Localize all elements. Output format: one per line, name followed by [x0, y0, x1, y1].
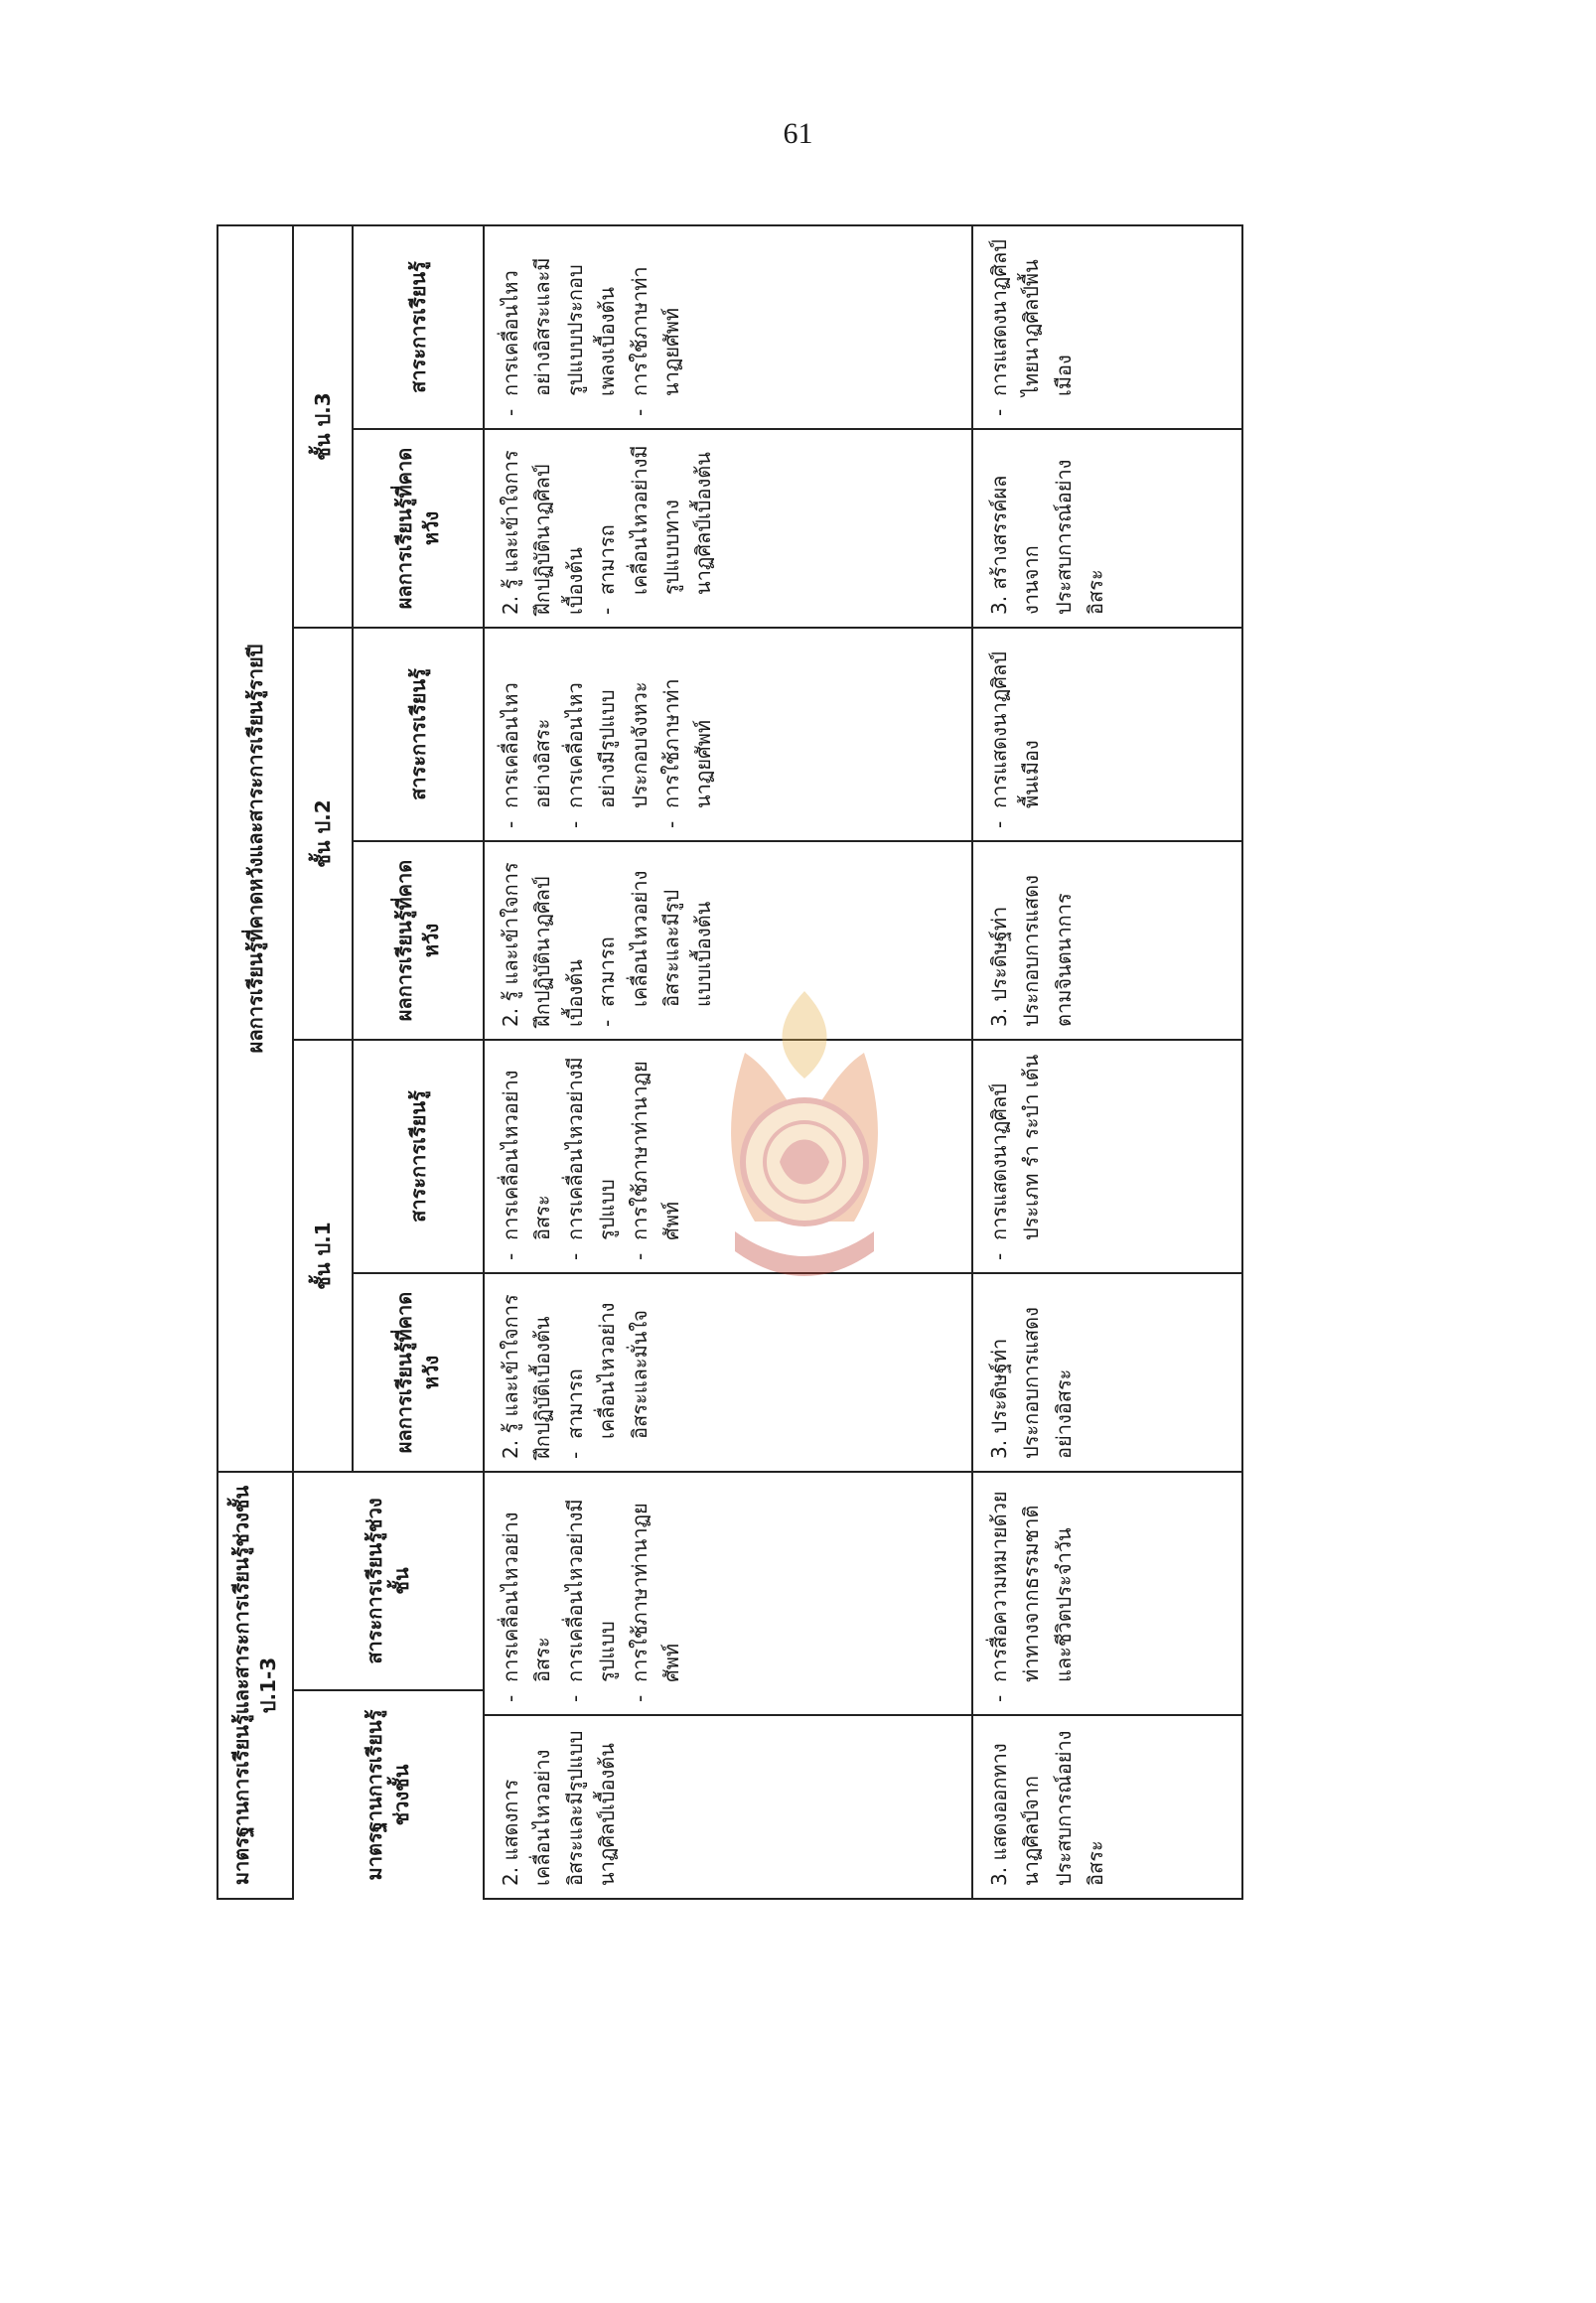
list-item: - สามารถเคลื่อนไหวอย่างมีรูปแบบทางนาฏศิลป์เบื้องต้น — [595, 445, 716, 615]
rotated-table-container — [217, 226, 1195, 1900]
standard-cell: 2. แสดงการเคลื่อนไหวอย่างอิสระและมีรูปแบบนาฏศิลป์เบื้องต้น — [484, 1715, 972, 1899]
list-item: - การแสดงนาฏศิลป์ประเภท รำ ระบำ เต้น — [987, 1054, 1044, 1260]
p1-content-cell — [484, 1040, 972, 1273]
rotated-table — [217, 226, 1195, 1900]
content-range-cell — [484, 1472, 972, 1715]
p3-outcome-cell — [972, 429, 1242, 628]
p2-content-cell — [972, 628, 1242, 841]
list-item: - การเคลื่อนไหวอย่างอิสระ — [499, 1511, 555, 1702]
list-item: - การใช้ภาษาท่านาฏยศัพท์ — [627, 1503, 683, 1702]
col-header-standard: มาตรฐานการเรียนรู้ช่วงชั้น — [294, 1690, 483, 1899]
list-item: - การใช้ภาษาท่านาฏยศัพท์ — [658, 678, 716, 828]
p2-outcome-cell — [484, 841, 972, 1040]
list-item: - การเคลื่อนไหวอย่างอิสระ — [499, 682, 555, 828]
list-item: - การเคลื่อนไหวอย่างมีรูปแบบ — [562, 1499, 620, 1702]
list-item: 2. รู้ และเข้าใจการฝึกปฏิบัตินาฏศิลป์เบื้องต้น — [499, 450, 587, 615]
p2-outcome-cell — [972, 841, 1242, 1040]
standard-cell: 3. แสดงออกทางนาฏศิลป์จากประสบการณ์อย่างอิสระ — [972, 1715, 1242, 1899]
list-item: - สามารถเคลื่อนไหวอย่างอิสระและมีรูปแบบเบื้องต้น — [595, 870, 716, 1027]
list-item: - สามารถเคลื่อนไหวอย่างอิสระและมั่นใจ — [562, 1302, 652, 1459]
content-range-cell — [972, 1472, 1242, 1715]
list-item: 3. ประดิษฐ์ท่าประกอบการแสดงอย่างอิสระ — [987, 1307, 1076, 1459]
list-item: - การใช้ภาษาท่านาฏยศัพท์ — [627, 266, 683, 416]
list-item: 3. สร้างสรรค์ผลงานจากประสบการณ์อย่างอิสระ — [987, 459, 1108, 615]
page-number: 61 — [783, 117, 813, 150]
col-header-content-range: สาระการเรียนรู้ช่วงชั้น — [363, 1498, 413, 1664]
grade-header-p2: ชั้น ป.2 — [293, 628, 353, 1040]
col-header-p3-content: สาระการเรียนรู้ — [353, 225, 484, 429]
col-header-p2-content: สาระการเรียนรู้ — [353, 628, 484, 841]
list-item: - การเคลื่อนไหวอย่างมีรูปแบบ — [562, 1057, 620, 1260]
band-header-standards: มาตรฐานการเรียนรู้และสาระการเรียนรู้ช่วงชั้น ป.1-3 — [218, 1472, 293, 1899]
p2-content-cell — [484, 628, 972, 841]
p1-outcome-cell — [972, 1273, 1242, 1472]
col-header-p2-outcome: ผลการเรียนรู้ที่คาดหวัง — [353, 841, 484, 1040]
list-item: - การเคลื่อนไหวอย่างมีรูปแบบประกอบจังหวะ — [562, 681, 652, 828]
p1-outcome-cell — [484, 1273, 972, 1472]
list-item: - การสื่อความหมายด้วยท่าทางจากธรรมชาติและชีวิตประจำวัน — [987, 1491, 1076, 1702]
list-item: - การเคลื่อนไหวอย่างอิสระและมีรูปแบบประกอบเพลงเบื้องต้น — [499, 257, 620, 416]
grade-header-spacer — [293, 1472, 484, 1899]
list-item: - การแสดงนาฏศิลป์พื้นเมือง — [987, 651, 1044, 828]
list-item: - การใช้ภาษาท่านาฏยศัพท์ — [627, 1061, 683, 1260]
list-item: 3. ประดิษฐ์ท่าประกอบการแสดงตามจินตนาการ — [987, 875, 1076, 1027]
grade-header-p3: ชั้น ป.3 — [293, 225, 353, 628]
col-header-p1-content: สาระการเรียนรู้ — [353, 1040, 484, 1273]
band-header-yearly: ผลการเรียนรู้ที่คาดหวังและสาระการเรียนรู้รายปี — [218, 225, 293, 1472]
grade-header-row — [293, 225, 353, 1899]
col-header-p1-outcome: ผลการเรียนรู้ที่คาดหวัง — [353, 1273, 484, 1472]
list-item: 2. รู้ และเข้าใจการฝึกปฏิบัตินาฏศิลป์เบื้องต้น — [499, 862, 587, 1027]
band-header-row — [218, 225, 293, 1899]
p3-content-cell — [484, 225, 972, 429]
p3-outcome-cell — [484, 429, 972, 628]
list-item: - การเคลื่อนไหวอย่างอิสระ — [499, 1070, 555, 1260]
table-row — [972, 225, 1242, 1899]
list-item: - การแสดงนาฏศิลป์ไทยนาฏศิลป์พื้นเมือง — [987, 239, 1076, 416]
p3-content-cell — [972, 225, 1242, 429]
p1-content-cell — [972, 1040, 1242, 1273]
col-header-p3-outcome: ผลการเรียนรู้ที่คาดหวัง — [353, 429, 484, 628]
curriculum-table — [217, 224, 1243, 1900]
table-row — [484, 225, 972, 1899]
list-item: 2. รู้ และเข้าใจการฝึกปฏิบัติเบื้องต้น — [499, 1294, 555, 1459]
grade-header-p1: ชั้น ป.1 — [293, 1040, 353, 1472]
